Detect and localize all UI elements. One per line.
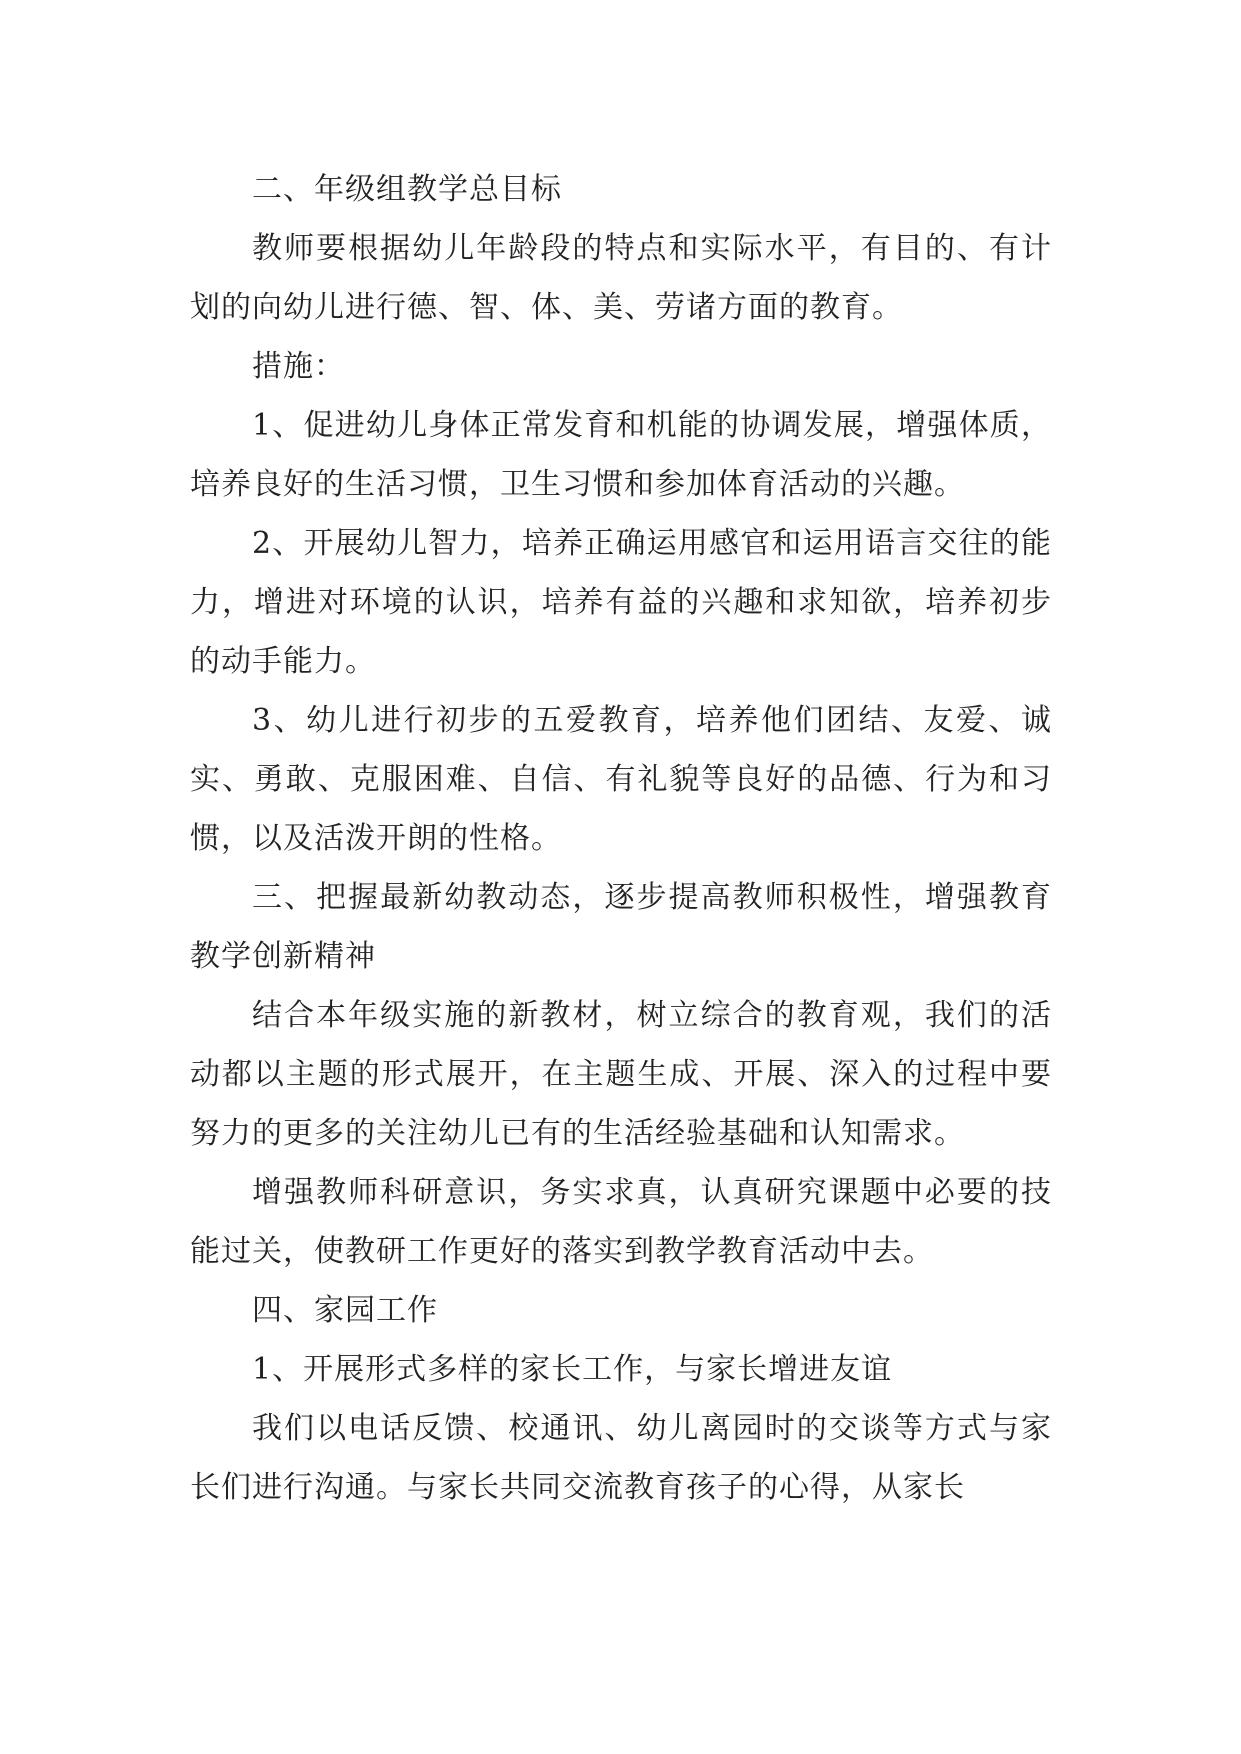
- heading-section-4: 四、家园工作: [252, 1293, 438, 1328]
- heading-section-3: 三、把握最新幼教动态，逐步提高教师积极性，增强教育教学创新精神: [190, 880, 1052, 974]
- paragraph: 我们以电话反馈、校通讯、幼儿离园时的交谈等方式与家长们进行沟通。与家长共同交流教育孩子的心得，从家长: [190, 1411, 1052, 1505]
- document-body: [190, 160, 1052, 1517]
- paragraph: 教师要根据幼儿年龄段的特点和实际水平，有目的、有计划的向幼儿进行德、智、体、美、劳诸方面的教育。: [190, 231, 1052, 325]
- list-item-2: 2、开展幼儿智力，培养正确运用感官和运用语言交往的能力，增进对环境的认识，培养有益的兴趣和求知欲，培养初步的动手能力。: [190, 526, 1052, 679]
- measures-label: 措施：: [252, 349, 345, 384]
- paragraph: 增强教师科研意识，务实求真，认真研究课题中必要的技能过关，使教研工作更好的落实到教学教育活动中去。: [190, 1175, 1052, 1269]
- list-item-3: 3、幼儿进行初步的五爱教育，培养他们团结、友爱、诚实、勇敢、克服困难、自信、有礼貌等良好的品德、行为和习惯，以及活泼开朗的性格。: [190, 703, 1052, 856]
- list-item-1: 1、促进幼儿身体正常发育和机能的协调发展，增强体质，培养良好的生活习惯，卫生习惯和参加体育活动的兴趣。: [190, 408, 1052, 502]
- heading-section-2: 二、年级组教学总目标: [252, 172, 562, 207]
- paragraph: 结合本年级实施的新教材，树立综合的教育观，我们的活动都以主题的形式展开，在主题生成、开展、深入的过程中要努力的更多的关注幼儿已有的生活经验基础和认知需求。: [190, 998, 1052, 1151]
- subheading-item-1: 1、开展形式多样的家长工作，与家长增进友谊: [252, 1352, 893, 1387]
